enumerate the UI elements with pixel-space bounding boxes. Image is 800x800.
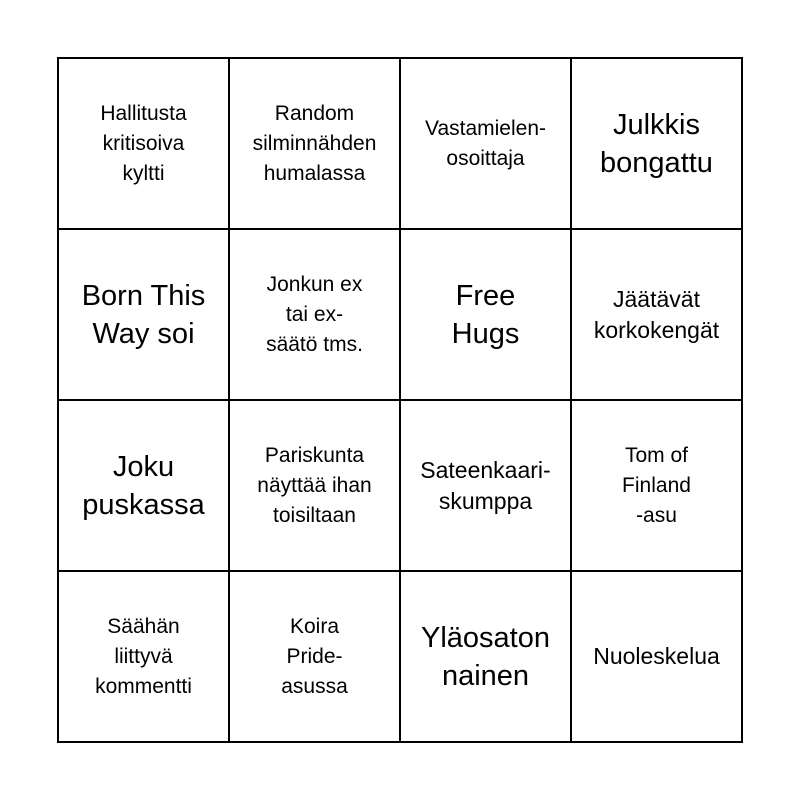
- bingo-board: [57, 57, 743, 743]
- bingo-cell[interactable]: Jonkun ex tai ex- säätö tms.: [229, 229, 400, 400]
- bingo-cell[interactable]: Free Hugs: [400, 229, 571, 400]
- bingo-cell[interactable]: Joku puskassa: [58, 400, 229, 571]
- bingo-cell[interactable]: Vastamielen- osoittaja: [400, 58, 571, 229]
- bingo-cell[interactable]: Random silminnähden humalassa: [229, 58, 400, 229]
- bingo-cell[interactable]: Nuoleskelua: [571, 571, 742, 742]
- bingo-cell[interactable]: Hallitusta kritisoiva kyltti: [58, 58, 229, 229]
- bingo-cell[interactable]: Jäätävät korkokengät: [571, 229, 742, 400]
- bingo-cell[interactable]: Sateenkaari- skumppa: [400, 400, 571, 571]
- bingo-cell[interactable]: Yläosaton nainen: [400, 571, 571, 742]
- bingo-cell[interactable]: Koira Pride- asussa: [229, 571, 400, 742]
- bingo-cell[interactable]: Julkkis bongattu: [571, 58, 742, 229]
- bingo-cell[interactable]: Pariskunta näyttää ihan toisiltaan: [229, 400, 400, 571]
- bingo-cell[interactable]: Born This Way soi: [58, 229, 229, 400]
- bingo-cell[interactable]: Säähän liittyvä kommentti: [58, 571, 229, 742]
- bingo-cell[interactable]: Tom of Finland -asu: [571, 400, 742, 571]
